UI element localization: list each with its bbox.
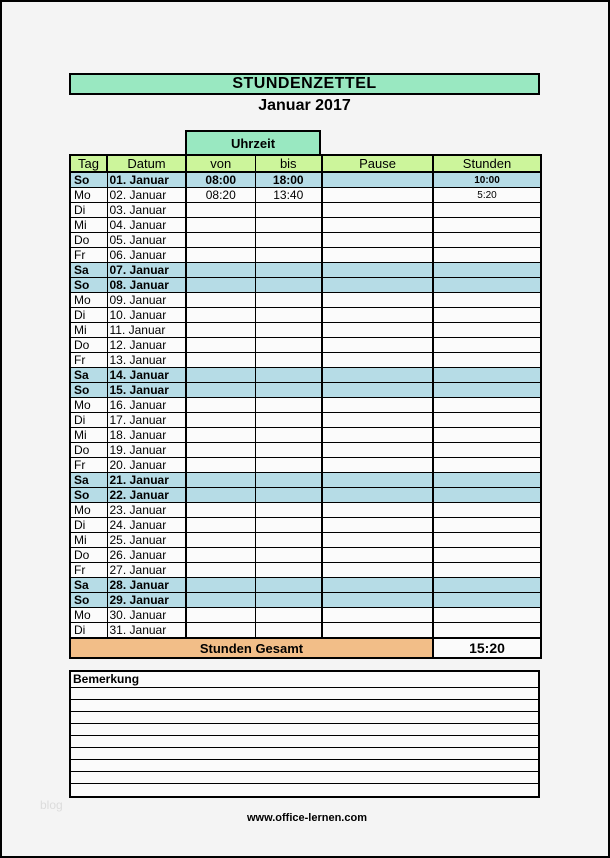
day-row (70, 278, 541, 293)
day-cell-von[interactable] (186, 278, 255, 293)
day-cell-pause[interactable] (322, 608, 433, 623)
day-cell-bis[interactable] (255, 338, 322, 353)
day-cell-pause[interactable] (322, 278, 433, 293)
day-cell-stunden[interactable] (433, 338, 541, 353)
day-cell-tag: Mi (70, 428, 107, 443)
day-row (70, 323, 541, 338)
day-cell-tag: Sa (70, 368, 107, 383)
day-cell-von[interactable] (186, 293, 255, 308)
day-cell-pause[interactable] (322, 323, 433, 338)
day-cell-datum: 15. Januar (107, 383, 186, 398)
day-row (70, 518, 541, 533)
day-cell-bis[interactable] (255, 593, 322, 608)
day-cell-tag: So (70, 593, 107, 608)
day-cell-von[interactable] (186, 368, 255, 383)
day-row (70, 428, 541, 443)
title-bar (69, 73, 540, 95)
timesheet-table (69, 154, 542, 659)
day-row (70, 263, 541, 278)
day-cell-stunden[interactable] (433, 473, 541, 488)
day-cell-tag: Mi (70, 323, 107, 338)
bemerkung-line[interactable] (71, 724, 538, 736)
bemerkung-line[interactable] (71, 784, 538, 796)
day-cell-datum: 16. Januar (107, 398, 186, 413)
day-row (70, 233, 541, 248)
column-header-pause: Pause (322, 155, 433, 172)
day-cell-pause[interactable] (322, 172, 433, 188)
day-cell-datum: 24. Januar (107, 518, 186, 533)
day-cell-von[interactable] (186, 413, 255, 428)
day-cell-pause[interactable] (322, 578, 433, 593)
bemerkung-line[interactable] (71, 736, 538, 748)
day-cell-datum: 03. Januar (107, 203, 186, 218)
day-cell-von[interactable] (186, 218, 255, 233)
day-row (70, 188, 541, 203)
column-header-tag: Tag (70, 155, 107, 172)
day-cell-tag: Mi (70, 218, 107, 233)
day-cell-stunden[interactable]: 10:00 (433, 172, 541, 188)
day-cell-pause[interactable] (322, 398, 433, 413)
day-cell-tag: Mo (70, 293, 107, 308)
day-cell-datum: 25. Januar (107, 533, 186, 548)
column-header-bis: bis (255, 155, 322, 172)
day-row (70, 608, 541, 623)
day-cell-bis[interactable] (255, 353, 322, 368)
day-cell-bis[interactable] (255, 623, 322, 639)
day-cell-tag: Do (70, 548, 107, 563)
day-cell-datum: 09. Januar (107, 293, 186, 308)
day-cell-datum: 27. Januar (107, 563, 186, 578)
day-row (70, 563, 541, 578)
day-cell-stunden[interactable]: 5:20 (433, 188, 541, 203)
day-cell-von[interactable] (186, 398, 255, 413)
day-row (70, 218, 541, 233)
day-cell-pause[interactable] (322, 188, 433, 203)
day-cell-stunden[interactable] (433, 623, 541, 639)
column-header-datum: Datum (107, 155, 186, 172)
day-row (70, 413, 541, 428)
day-cell-bis[interactable] (255, 263, 322, 278)
column-header-row (70, 155, 541, 172)
day-cell-von[interactable] (186, 443, 255, 458)
day-row (70, 308, 541, 323)
day-cell-datum: 19. Januar (107, 443, 186, 458)
day-cell-tag: Do (70, 338, 107, 353)
day-cell-datum: 12. Januar (107, 338, 186, 353)
day-cell-datum: 20. Januar (107, 458, 186, 473)
day-cell-bis[interactable] (255, 428, 322, 443)
day-cell-stunden[interactable] (433, 323, 541, 338)
day-cell-stunden[interactable] (433, 578, 541, 593)
day-cell-pause[interactable] (322, 563, 433, 578)
day-cell-tag: Di (70, 518, 107, 533)
day-row (70, 548, 541, 563)
column-header-von: von (186, 155, 255, 172)
day-cell-stunden[interactable] (433, 278, 541, 293)
day-cell-stunden[interactable] (433, 383, 541, 398)
day-row (70, 623, 541, 639)
day-cell-von[interactable] (186, 533, 255, 548)
uhrzeit-header (185, 130, 321, 156)
day-row (70, 293, 541, 308)
day-cell-tag: Mo (70, 188, 107, 203)
day-row (70, 503, 541, 518)
day-cell-bis[interactable] (255, 233, 322, 248)
day-cell-datum: 13. Januar (107, 353, 186, 368)
day-cell-tag: Mo (70, 608, 107, 623)
day-cell-stunden[interactable] (433, 443, 541, 458)
day-cell-pause[interactable] (322, 623, 433, 639)
day-cell-datum: 08. Januar (107, 278, 186, 293)
day-cell-pause[interactable] (322, 518, 433, 533)
day-cell-tag: Di (70, 623, 107, 639)
day-cell-von[interactable] (186, 608, 255, 623)
day-cell-stunden[interactable] (433, 548, 541, 563)
day-row (70, 578, 541, 593)
day-cell-stunden[interactable] (433, 308, 541, 323)
day-cell-von[interactable] (186, 578, 255, 593)
day-cell-bis[interactable]: 13:40 (255, 188, 322, 203)
day-cell-datum: 26. Januar (107, 548, 186, 563)
day-cell-tag: So (70, 488, 107, 503)
day-cell-pause[interactable] (322, 533, 433, 548)
day-cell-pause[interactable] (322, 308, 433, 323)
day-cell-tag: So (70, 383, 107, 398)
day-cell-von[interactable] (186, 383, 255, 398)
day-cell-bis[interactable] (255, 218, 322, 233)
day-cell-von[interactable] (186, 323, 255, 338)
day-cell-datum: 04. Januar (107, 218, 186, 233)
day-cell-tag: Do (70, 443, 107, 458)
day-cell-von[interactable]: 08:20 (186, 188, 255, 203)
day-cell-von[interactable] (186, 563, 255, 578)
day-cell-tag: Fr (70, 458, 107, 473)
day-cell-datum: 01. Januar (107, 172, 186, 188)
day-cell-stunden[interactable] (433, 353, 541, 368)
day-cell-von[interactable]: 08:00 (186, 172, 255, 188)
day-cell-pause[interactable] (322, 383, 433, 398)
bemerkung-line[interactable] (71, 748, 538, 760)
day-cell-pause[interactable] (322, 443, 433, 458)
day-row (70, 353, 541, 368)
day-cell-bis[interactable] (255, 368, 322, 383)
day-cell-datum: 14. Januar (107, 368, 186, 383)
page-title: STUNDENZETTEL (232, 75, 377, 92)
day-cell-stunden[interactable] (433, 263, 541, 278)
day-cell-pause[interactable] (322, 413, 433, 428)
day-cell-datum: 31. Januar (107, 623, 186, 639)
day-cell-tag: Mo (70, 398, 107, 413)
day-cell-tag: Di (70, 308, 107, 323)
day-cell-bis[interactable] (255, 203, 322, 218)
day-row (70, 203, 541, 218)
day-cell-tag: So (70, 172, 107, 188)
day-row (70, 443, 541, 458)
day-cell-datum: 07. Januar (107, 263, 186, 278)
day-cell-tag: Fr (70, 563, 107, 578)
day-cell-pause[interactable] (322, 368, 433, 383)
day-cell-bis[interactable] (255, 443, 322, 458)
day-cell-datum: 21. Januar (107, 473, 186, 488)
day-cell-pause[interactable] (322, 338, 433, 353)
day-cell-pause[interactable] (322, 548, 433, 563)
bemerkung-line[interactable] (71, 760, 538, 772)
footer-link[interactable]: www.office-lernen.com (246, 812, 367, 824)
day-cell-bis[interactable] (255, 533, 322, 548)
day-cell-von[interactable] (186, 623, 255, 639)
day-cell-stunden[interactable] (433, 458, 541, 473)
day-cell-bis[interactable] (255, 398, 322, 413)
bemerkung-section (69, 670, 540, 798)
day-cell-stunden[interactable] (433, 533, 541, 548)
day-cell-stunden[interactable] (433, 368, 541, 383)
day-cell-pause[interactable] (322, 263, 433, 278)
day-cell-tag: Di (70, 203, 107, 218)
watermark-text: blog (40, 798, 63, 812)
day-row (70, 533, 541, 548)
day-cell-tag: Di (70, 413, 107, 428)
day-cell-stunden[interactable] (433, 233, 541, 248)
day-cell-stunden[interactable] (433, 398, 541, 413)
day-cell-datum: 29. Januar (107, 593, 186, 608)
day-cell-stunden[interactable] (433, 218, 541, 233)
total-row (70, 638, 541, 658)
day-cell-von[interactable] (186, 518, 255, 533)
day-row (70, 383, 541, 398)
day-cell-bis[interactable] (255, 578, 322, 593)
day-cell-bis[interactable] (255, 503, 322, 518)
day-cell-pause[interactable] (322, 293, 433, 308)
day-cell-von[interactable] (186, 503, 255, 518)
day-row (70, 172, 541, 188)
day-cell-bis[interactable] (255, 413, 322, 428)
day-cell-von[interactable] (186, 593, 255, 608)
day-cell-bis[interactable] (255, 323, 322, 338)
day-cell-datum: 02. Januar (107, 188, 186, 203)
day-cell-bis[interactable] (255, 548, 322, 563)
day-cell-tag: Sa (70, 578, 107, 593)
day-row (70, 488, 541, 503)
day-cell-tag: Fr (70, 248, 107, 263)
day-cell-von[interactable] (186, 473, 255, 488)
day-cell-von[interactable] (186, 308, 255, 323)
day-cell-von[interactable] (186, 548, 255, 563)
day-cell-bis[interactable] (255, 608, 322, 623)
day-cell-von[interactable] (186, 353, 255, 368)
day-cell-bis[interactable] (255, 488, 322, 503)
day-cell-datum: 23. Januar (107, 503, 186, 518)
day-cell-datum: 17. Januar (107, 413, 186, 428)
day-cell-tag: Fr (70, 353, 107, 368)
day-cell-bis[interactable]: 18:00 (255, 172, 322, 188)
day-cell-datum: 18. Januar (107, 428, 186, 443)
day-cell-tag: So (70, 278, 107, 293)
day-cell-datum: 22. Januar (107, 488, 186, 503)
day-cell-von[interactable] (186, 233, 255, 248)
day-cell-tag: Sa (70, 473, 107, 488)
day-cell-bis[interactable] (255, 383, 322, 398)
day-cell-pause[interactable] (322, 428, 433, 443)
bemerkung-line[interactable] (71, 688, 538, 700)
bemerkung-line[interactable] (71, 712, 538, 724)
bemerkung-label: Bemerkung (71, 672, 538, 688)
day-cell-datum: 11. Januar (107, 323, 186, 338)
day-cell-tag: Sa (70, 263, 107, 278)
day-cell-tag: Do (70, 233, 107, 248)
day-cell-stunden[interactable] (433, 563, 541, 578)
day-cell-stunden[interactable] (433, 503, 541, 518)
day-cell-stunden[interactable] (433, 248, 541, 263)
day-cell-pause[interactable] (322, 488, 433, 503)
day-cell-von[interactable] (186, 203, 255, 218)
day-row (70, 458, 541, 473)
bemerkung-line[interactable] (71, 700, 538, 712)
day-cell-stunden[interactable] (433, 413, 541, 428)
day-cell-datum: 05. Januar (107, 233, 186, 248)
day-cell-stunden[interactable] (433, 608, 541, 623)
day-cell-pause[interactable] (322, 218, 433, 233)
day-cell-bis[interactable] (255, 278, 322, 293)
day-cell-tag: Mi (70, 533, 107, 548)
day-row (70, 338, 541, 353)
day-cell-von[interactable] (186, 488, 255, 503)
day-cell-bis[interactable] (255, 308, 322, 323)
day-cell-bis[interactable] (255, 473, 322, 488)
day-cell-pause[interactable] (322, 248, 433, 263)
day-row (70, 248, 541, 263)
day-cell-stunden[interactable] (433, 293, 541, 308)
day-row (70, 398, 541, 413)
day-cell-datum: 28. Januar (107, 578, 186, 593)
day-cell-bis[interactable] (255, 518, 322, 533)
day-row (70, 593, 541, 608)
day-cell-bis[interactable] (255, 563, 322, 578)
day-cell-datum: 06. Januar (107, 248, 186, 263)
day-cell-pause[interactable] (322, 233, 433, 248)
uhrzeit-label: Uhrzeit (230, 135, 276, 151)
day-cell-bis[interactable] (255, 293, 322, 308)
column-header-stunden: Stunden (433, 155, 541, 172)
total-label: Stunden Gesamt (70, 638, 433, 658)
day-cell-von[interactable] (186, 248, 255, 263)
day-cell-stunden[interactable] (433, 488, 541, 503)
day-cell-von[interactable] (186, 338, 255, 353)
day-cell-datum: 30. Januar (107, 608, 186, 623)
day-cell-pause[interactable] (322, 458, 433, 473)
day-cell-stunden[interactable] (433, 593, 541, 608)
day-cell-stunden[interactable] (433, 428, 541, 443)
day-cell-datum: 10. Januar (107, 308, 186, 323)
day-cell-von[interactable] (186, 428, 255, 443)
day-cell-pause[interactable] (322, 353, 433, 368)
month-subtitle: Januar 2017 (258, 97, 351, 114)
day-cell-pause[interactable] (322, 593, 433, 608)
day-cell-stunden[interactable] (433, 518, 541, 533)
day-cell-bis[interactable] (255, 458, 322, 473)
total-value: 15:20 (433, 638, 541, 658)
day-cell-pause[interactable] (322, 203, 433, 218)
day-cell-tag: Mo (70, 503, 107, 518)
day-cell-pause[interactable] (322, 473, 433, 488)
day-cell-von[interactable] (186, 458, 255, 473)
day-row (70, 473, 541, 488)
day-cell-von[interactable] (186, 263, 255, 278)
bemerkung-line[interactable] (71, 772, 538, 784)
day-cell-bis[interactable] (255, 248, 322, 263)
day-row (70, 368, 541, 383)
day-cell-pause[interactable] (322, 503, 433, 518)
day-cell-stunden[interactable] (433, 203, 541, 218)
